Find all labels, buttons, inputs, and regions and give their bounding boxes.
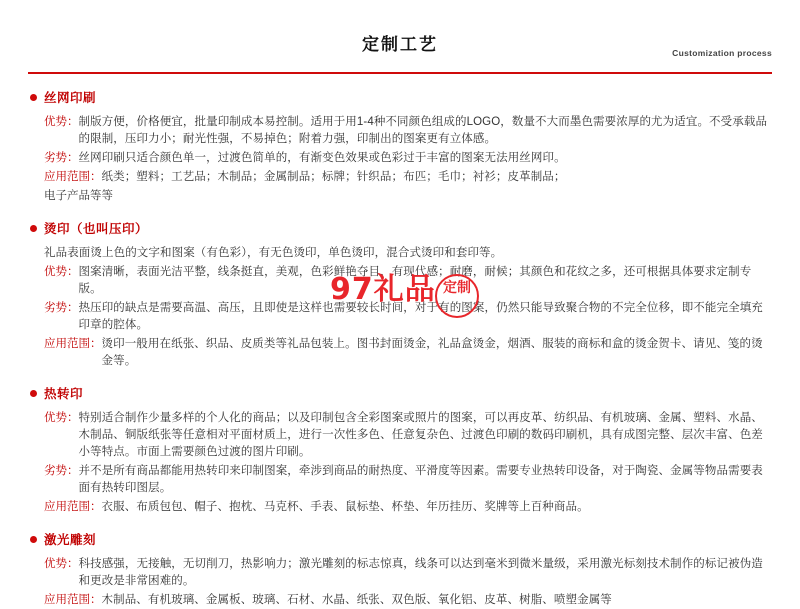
paragraph-text: 衣服、布质包包、帽子、抱枕、马克杯、手表、鼠标垫、杯垫、年历挂历、奖牌等上百种商品。: [101, 501, 589, 513]
section-paragraph: [28, 150, 772, 167]
paragraph-text: 特别适合制作少量多样的个人化的商品；以及印制包含全彩图案或照片的图案，可以再皮革、纺织品、有机玻璃、金属、塑料、水晶、木制品、铜版纸张等任意相对平面材质上，进行一次性多色、任意复杂色、过渡色印刷的数码印刷机，具有成图完整、层次丰富、色差小等特点。市面上需要颜色过渡的图片印刷。: [78, 412, 763, 458]
section-paragraph: [28, 499, 772, 516]
page-subtitle: Customization process: [672, 48, 772, 58]
paragraph-label: 优势：: [44, 116, 79, 128]
section-paragraph: [28, 556, 772, 590]
paragraph-text: 丝网印刷只适合颜色单一，过渡色简单的，有渐变色效果或色彩过于丰富的图案无法用丝网印。: [78, 152, 566, 164]
watermark-badge-label: 定制: [443, 280, 471, 296]
paragraph-text: 木制品、有机玻璃、金属板、玻璃、石材、水晶、纸张、双色版、氧化铝、皮革、树脂、喷塑金属等: [101, 594, 612, 606]
section-paragraph: [28, 300, 772, 334]
section: [28, 88, 772, 205]
section: [28, 384, 772, 516]
section-paragraph: [28, 114, 772, 148]
paragraph-label: 应用范围：: [44, 171, 102, 183]
section-title: 烫印（也叫压印）: [44, 222, 149, 236]
sections-container: [28, 88, 772, 609]
section-paragraph: [28, 169, 772, 186]
section: [28, 530, 772, 609]
watermark-text: 97礼品: [330, 272, 436, 307]
bullet-dot-icon: [30, 94, 37, 101]
bullet-dot-icon: [30, 536, 37, 543]
paragraph-text: 科技感强，无接触，无切削刀，热影响力；激光雕刻的标志惊真，线条可以达到毫米到微米量级，采用激光标刻技术制作的标记被伪造和更改是非常困难的。: [78, 558, 763, 587]
section-title: 热转印: [44, 387, 84, 401]
section-paragraph: [28, 264, 772, 298]
paragraph-label: 优势：: [44, 412, 79, 424]
paragraph-label: 优势：: [44, 266, 79, 278]
paragraph-label: 劣势：: [44, 465, 79, 477]
paragraph-text: 图案清晰，表面光洁平整，线条挺直，美观，色彩鲜艳夺目，有现代感；耐磨，耐候；其颜色和花纹之多，还可根据具体要求定制专版。: [78, 266, 752, 295]
paragraph-text: 纸类；塑料；工艺品；木制品；金属制品；标牌；针织品；布匹；毛巾；衬衫；皮革制品；: [101, 171, 566, 183]
section-heading: [30, 384, 772, 402]
section: [28, 219, 772, 370]
paragraph-label: 劣势：: [44, 152, 79, 164]
section-paragraph: [28, 463, 772, 497]
paragraph-label: 应用范围：: [44, 338, 102, 350]
paragraph-continuation: 电子产品等等: [44, 190, 113, 202]
section-heading: [30, 88, 772, 106]
bullet-dot-icon: [30, 390, 37, 397]
section-paragraph: [28, 245, 772, 262]
paragraph-label: 应用范围：: [44, 501, 102, 513]
paragraph-label: 劣势：: [44, 302, 79, 314]
paragraph-text: 制版方便，价格便宜，批量印制成本易控制。适用于用1-4种不同颜色组成的LOGO，数量不大而墨色需要浓厚的尤为适宜。不受承载品的限制，压印力小；耐光性强，不易掉色；附着力强，印制出的图案更有立体感。: [78, 116, 768, 145]
paragraph-text: 并不是所有商品都能用热转印来印制图案，牵涉到商品的耐热度、平滑度等因素。需要专业热转印设备，对于陶瓷、金属等物品需要表面有热转印图层。: [78, 465, 763, 494]
document-header: [28, 0, 772, 72]
bullet-dot-icon: [30, 225, 37, 232]
section-paragraph: [28, 592, 772, 609]
paragraph-label: 优势：: [44, 558, 79, 570]
section-title: 激光雕刻: [44, 533, 97, 547]
paragraph-label: 应用范围：: [44, 594, 102, 606]
page-title: 定制工艺: [362, 35, 438, 54]
paragraph-text: 烫印一般用在纸张、织品、皮质类等礼品包装上。图书封面烫金，礼品盒烫金，烟酒、服装的商标和盒的烫金贺卡、请见、笺的烫金等。: [101, 338, 763, 367]
section-heading: [30, 219, 772, 237]
section-title: 丝网印刷: [44, 91, 97, 105]
section-heading: [30, 530, 772, 548]
section-paragraph: [28, 336, 772, 370]
paragraph-text: 热压印的缺点是需要高温、高压，且即使是这样也需要较长时间，对于有的图案，仍然只能导致聚合物的不完全位移，即不能完全填充印章的腔体。: [78, 302, 763, 331]
section-paragraph: [28, 410, 772, 461]
header-divider: [28, 72, 772, 74]
paragraph-text: 礼品表面烫上色的文字和图案（有色彩），有无色烫印，单色烫印，混合式烫印和套印等。: [44, 247, 503, 259]
